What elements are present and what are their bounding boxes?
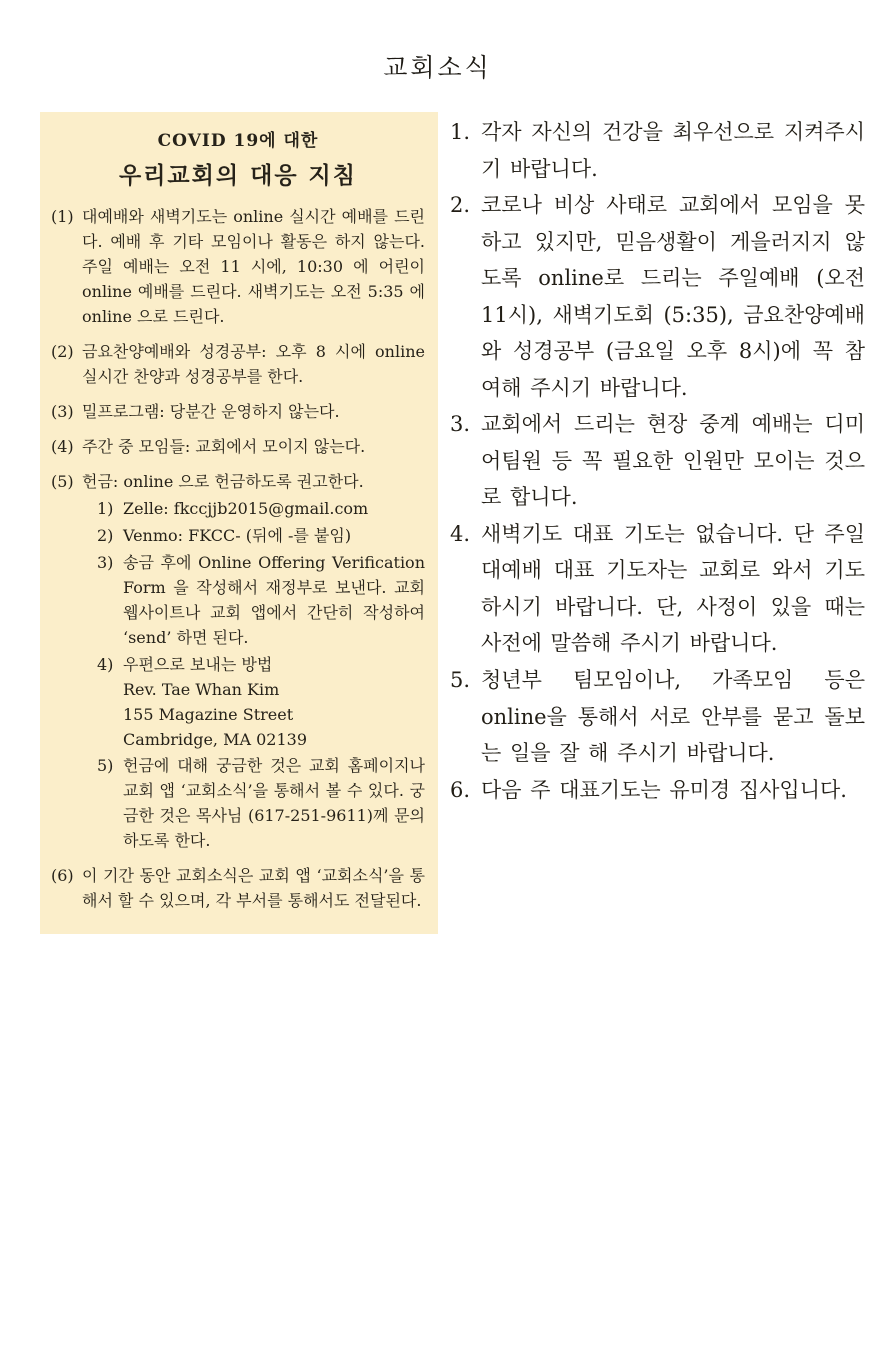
offering-subitem-mail [97,653,425,753]
offering-subitem-zelle [97,497,425,522]
announcement-item-1 [450,114,865,187]
guideline-item-2 [51,340,425,390]
announcement-list [450,112,865,808]
announcement-item-5 [450,662,865,772]
guideline-item-5 [51,470,425,854]
guideline-item-4 [51,435,425,460]
guideline-item-6 [51,864,425,914]
guideline-item-label: (3) [51,402,74,422]
announcement-number: 5. [450,667,471,692]
subitem-label: 1) [97,498,114,518]
offering-subitem-questions [97,754,425,854]
subitem-text: Venmo: FKCC- (뒤에 -를 붙임) [123,525,352,545]
covid-notice-box [40,112,438,934]
page-title: 교회소식 [383,53,492,82]
notice-box-header [51,128,425,193]
announcement-number: 3. [450,412,471,437]
guideline-item-label: (2) [51,342,74,362]
guideline-item-text: 헌금: online 으로 헌금하도록 권고한다. [82,471,364,491]
two-column-layout [40,112,865,934]
announcement-text: 코로나 비상 사태로 교회에서 모임을 못하고 있지만, 믿음생활이 게을러지지 않도록 online로 드리는 주일예배 (오전 11시), 새벽기도회 (5:35), 금요찬양예배와 성경공부 (금요일 오후 8시)에 꼭 참여해 주시기 바랍니다. [481,193,865,400]
announcement-text: 각자 자신의 건강을 최우선으로 지켜주시기 바랍니다. [481,120,865,181]
subitem-text: 헌금에 대해 궁금한 것은 교회 홈페이지나 교회 앱 ‘교회소식’을 통해서 볼 수 있다. 궁금한 것은 목사님 (617-251-9611)께 문의하도록 한다. [123,756,425,851]
guideline-item-text: 이 기간 동안 교회소식은 교회 앱 ‘교회소식’을 통해서 할 수 있으며, 각 부서를 통해서도 전달된다. [82,866,425,911]
announcement-item-3 [450,406,865,516]
announcement-number: 1. [450,120,471,144]
offering-subitem-verification-form [97,551,425,651]
subitem-text: 우편으로 보내는 방법 [123,654,273,674]
guideline-item-label: (5) [51,471,74,491]
subitem-label: 5) [97,756,114,776]
guideline-item-text: 금요찬양예배와 성경공부: 오후 8 시에 online 실시간 찬양과 성경공부를 한다. [82,342,425,387]
guideline-item-text: 주간 중 모임들: 교회에서 모이지 않는다. [82,437,366,457]
mail-address-city: Cambridge, MA 02139 [123,729,308,749]
announcement-text: 청년부 팀모임이나, 가족모임 등은 online을 통해서 서로 안부를 묻고 돌보는 일을 잘 해 주시기 바랍니다. [481,667,865,766]
offering-subitems [97,497,425,854]
announcement-item-6 [450,772,865,809]
announcement-number: 2. [450,193,471,218]
offering-subitem-venmo [97,524,425,549]
guideline-item-text: 밀프로그램: 당분간 운영하지 않는다. [82,402,340,422]
announcement-item-2 [450,187,865,406]
notice-box-title: 우리교회의 대응 지침 [119,161,357,189]
subitem-label: 4) [97,654,114,674]
guideline-item-label: (1) [51,207,74,227]
guideline-item-label: (4) [51,437,74,457]
guideline-item-label: (6) [51,866,74,886]
subitem-text: Zelle: fkccjjb2015@gmail.com [123,498,369,518]
mail-address-name: Rev. Tae Whan Kim [123,679,280,699]
announcement-text: 새벽기도 대표 기도는 없습니다. 단 주일대예배 대표 기도자는 교회로 와서 기도하시기 바랍니다. 단, 사정이 있을 때는 사전에 말씀해 주시기 바랍니다. [481,521,865,656]
guideline-item-1 [51,205,425,330]
subitem-label: 2) [97,525,114,545]
announcement-text: 교회에서 드리는 현장 중계 예배는 디미어팀원 등 꼭 필요한 인원만 모이는 것으로 합니다. [481,412,865,510]
notice-box-subtitle: COVID 19에 대한 [157,131,319,151]
guideline-item-text: 대예배와 새벽기도는 online 실시간 예배를 드린다. 예배 후 기타 모임이나 활동은 하지 않는다. 주일 예배는 오전 11 시에, 10:30 에 어린이 online 예배를 드린다. 새벽기도는 오전 5:35 에 online 으로 드린다. [82,207,425,327]
subitem-label: 3) [97,552,114,572]
announcement-number: 4. [450,521,471,546]
mail-address-street: 155 Magazine Street [123,704,294,724]
announcement-text: 다음 주 대표기도는 유미경 집사입니다. [481,777,847,802]
announcement-item-4 [450,516,865,662]
announcement-number: 6. [450,777,471,802]
guideline-item-3 [51,400,425,425]
subitem-text: 송금 후에 Online Offering Verification Form 을 작성해서 재정부로 보낸다. 교회 웹사이트나 교회 앱에서 간단히 작성하여 ‘send’ 하면 된다. [123,552,425,647]
